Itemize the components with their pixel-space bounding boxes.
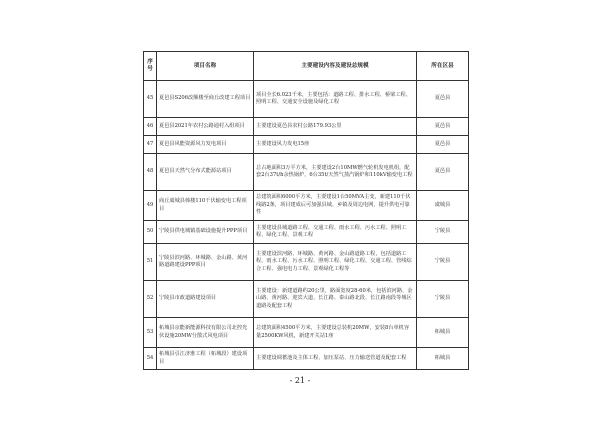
row-no: 47 bbox=[144, 136, 157, 154]
row-area: 宁陵县 bbox=[417, 221, 469, 244]
row-no: 48 bbox=[144, 154, 157, 191]
row-name: 夏邑县天然气分布式能源站项目 bbox=[157, 154, 254, 191]
table-header-row bbox=[144, 52, 469, 81]
row-content: 主要建设夏邑县农村公路179.93公里 bbox=[254, 118, 417, 136]
row-area: 夏邑县 bbox=[417, 154, 469, 191]
table-row bbox=[144, 318, 469, 348]
row-name: 柘城县引江济淮工程（柘城段）建设项目 bbox=[157, 348, 254, 370]
row-name: 宁陵县滨河路、环城路、金山路、黄河路道路建设PPP项目 bbox=[157, 244, 254, 281]
row-content: 总占地面积3万平方米，主要建设2台10MW燃气轮机发电机组，配套2台37t/h余热锅炉，6台35t/天然气蒸汽锅炉和110kV输变电工程 bbox=[254, 154, 417, 191]
row-no: 54 bbox=[144, 348, 157, 370]
row-area: 柘城县 bbox=[417, 348, 469, 370]
table-row bbox=[144, 154, 469, 191]
row-content: 主要建设风力发电15座 bbox=[254, 136, 417, 154]
table-row bbox=[144, 191, 469, 221]
row-content: 主要建设滨河路、环城路、黄河路、金山路道路工程，包括道路工程、雨水工程、污水工程、照明工程、绿化工程、交通工程、管线综合工程、强电电力工程、景观绿化工程等 bbox=[254, 244, 417, 281]
row-area: 夏邑县 bbox=[417, 81, 469, 118]
header-area: 所在区县 bbox=[417, 52, 469, 81]
project-table bbox=[143, 51, 469, 370]
row-area: 夏邑县 bbox=[417, 118, 469, 136]
row-name: 柘城县京能新能源科技有限公司北控光伏设施20MW分散式风电项目 bbox=[157, 318, 254, 348]
row-no: 45 bbox=[144, 81, 157, 118]
row-name: 宁陵县市政道路建设项目 bbox=[157, 281, 254, 318]
row-area: 柘城县 bbox=[417, 318, 469, 348]
table-row bbox=[144, 281, 469, 318]
row-name: 夏邑县S206改顺楼至商丘改建工程项目 bbox=[157, 81, 254, 118]
row-name: 商丘虞城县韩楼110千伏输变电工程项目 bbox=[157, 191, 254, 221]
table-row bbox=[144, 244, 469, 281]
table-row bbox=[144, 348, 469, 370]
header-no: 序号 bbox=[144, 52, 157, 81]
row-content: 总建筑面积6000平方米，主要建设1台50MVA主变，新建110千伏线路2条，项目建成后可加强县域、乡镇及周边电网，提升供电可靠性 bbox=[254, 191, 417, 221]
row-content: 主要建设调蓄池及主体工程、加压泵站、压力输送管道及配套工程 bbox=[254, 348, 417, 370]
header-content: 主要建设内容及建设总规模 bbox=[254, 52, 417, 81]
row-no: 51 bbox=[144, 244, 157, 281]
row-area: 宁陵县 bbox=[417, 281, 469, 318]
page-number: - 21 - bbox=[289, 376, 311, 385]
row-area: 虞城县 bbox=[417, 191, 469, 221]
row-no: 46 bbox=[144, 118, 157, 136]
row-name: 夏邑县风能资源风力发电项目 bbox=[157, 136, 254, 154]
row-content: 主要建设县城道路工程、交通工程、雨水工程、污水工程、照明工程、绿化工程、景观工程 bbox=[254, 221, 417, 244]
row-area: 夏邑县 bbox=[417, 136, 469, 154]
row-no: 50 bbox=[144, 221, 157, 244]
table-row bbox=[144, 221, 469, 244]
table-row bbox=[144, 136, 469, 154]
row-no: 49 bbox=[144, 191, 157, 221]
table-row bbox=[144, 81, 469, 118]
row-content: 总建筑面积4500平方米，主要建设总装机20MW，安装8台单机容量2500KW风机，新建开关站1座 bbox=[254, 318, 417, 348]
row-content: 项目全长6.023千米，主要包括：道路工程、排水工程、桥梁工程、照明工程、交通安全设施及绿化工程 bbox=[254, 81, 417, 118]
table-row bbox=[144, 118, 469, 136]
row-no: 53 bbox=[144, 318, 157, 348]
row-name: 夏邑县2021年农村公路通村入组项目 bbox=[157, 118, 254, 136]
row-area: 宁陵县 bbox=[417, 244, 469, 281]
row-no: 52 bbox=[144, 281, 157, 318]
row-content: 主要建设：新建道路约20公里，路面宽度28-60米，包括滨河路、金山路、黄河路、迎宾大道、长江路、泰山路北段、长江路南段等城区道路及配套工程 bbox=[254, 281, 417, 318]
header-name: 项目名称 bbox=[157, 52, 254, 81]
row-name: 宁陵县供电城镇基础设施提升PPP项目 bbox=[157, 221, 254, 244]
